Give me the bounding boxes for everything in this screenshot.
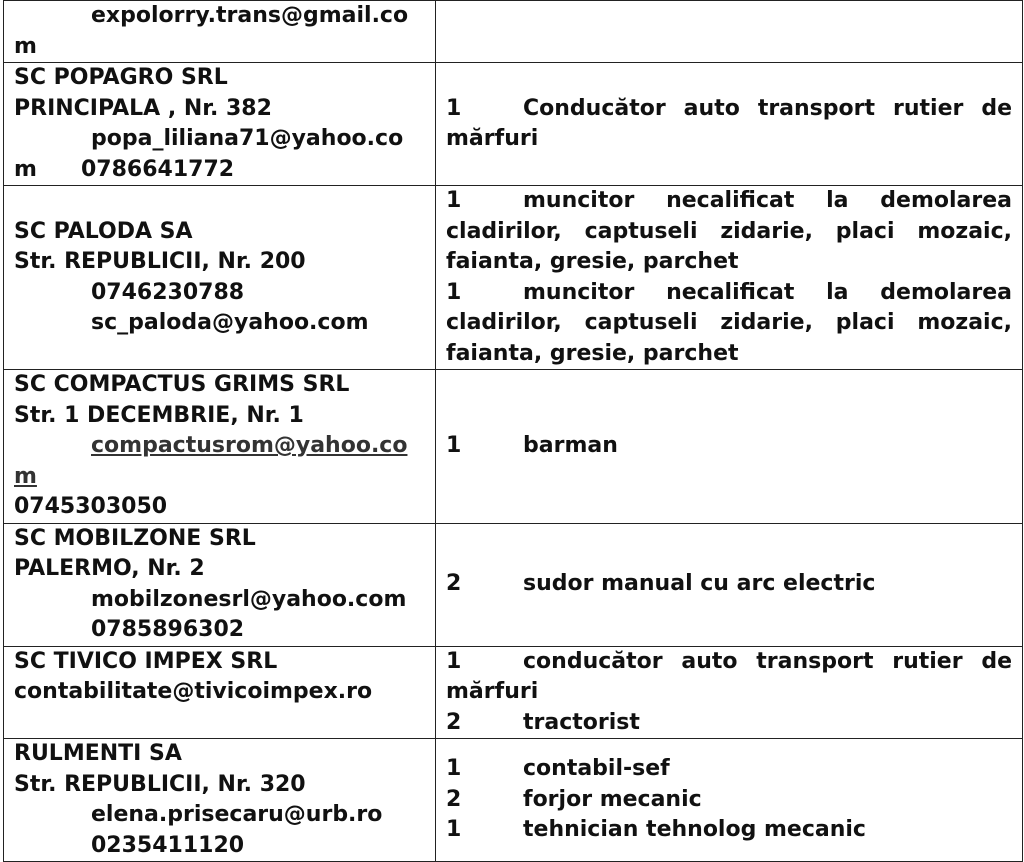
position-count: 1 [446,756,462,782]
table-row [4,523,1023,646]
positions-cell [436,186,1023,370]
positions-cell [436,370,1023,524]
employer-phone: 0746230788 [91,279,245,305]
position-count: 2 [446,571,462,597]
employer-email: elena.prisecaru@urb.ro [91,802,383,827]
positions-cell [436,523,1023,646]
employer-phone: 0785896302 [91,617,245,642]
employer-email: expolorry.trans@gmail.co [91,3,409,28]
position-title-cont: faianta, gresie, parchet [446,340,739,366]
position-title: forjor mecanic [523,786,702,812]
position-title: muncitor necalificat la demolarea [523,279,1012,305]
employer-job-table [3,0,1023,862]
position-count: 1 [446,279,462,305]
company-name: SC POPAGRO SRL [14,65,228,90]
position-count: 2 [446,786,462,812]
company-name: SC TIVICO IMPEX SRL [14,648,278,674]
position-title-cont: cladirilor, captuseli zidarie, placi mozaic, [446,218,1012,244]
employer-email: popa_liliana71@yahoo.co [91,126,404,151]
positions-cell [436,1,1023,63]
employer-phone: 0235411120 [91,832,245,858]
position-title: barman [523,433,618,458]
table-row [4,186,1023,370]
company-address: PALERMO, Nr. 2 [14,556,205,581]
position-title: muncitor necalificat la demolarea [523,188,1012,213]
employer-email: contabilitate@tivicoimpex.ro [14,679,373,704]
employer-email-cont: m [14,33,37,59]
positions-cell [436,739,1023,862]
position-item [446,708,1012,739]
table-row [4,739,1023,862]
company-name: SC COMPACTUS GRIMS SRL [14,372,350,397]
employer-cell [4,1,436,63]
employer-email-cont: m [14,156,37,182]
position-item [446,431,1012,462]
position-title: tehnician tehnolog mecanic [523,817,866,843]
position-title-cont: mărfuri [446,126,539,151]
position-count: 1 [446,648,462,674]
employer-cell [4,646,436,739]
position-title-cont: mărfuri [446,679,539,704]
position-count: 1 [446,95,462,121]
employer-cell [4,739,436,862]
employer-email: sc_paloda@yahoo.com [91,310,369,335]
position-item [446,186,1012,217]
position-item [446,785,1012,816]
company-address: PRINCIPALA , Nr. 382 [14,95,272,121]
company-name: SC PALODA SA [14,218,193,244]
employer-email-link-cont[interactable]: m [14,463,37,489]
position-title: conducător auto transport rutier de [523,648,1012,674]
position-item [446,278,1012,309]
position-title: sudor manual cu arc electric [523,571,876,597]
company-address: Str. REPUBLICII, Nr. 200 [14,249,306,274]
position-title: contabil-sef [523,756,670,782]
employer-cell [4,186,436,370]
position-count: 1 [446,817,462,843]
position-item [446,647,1012,678]
position-item [446,94,1012,125]
employer-email: mobilzonesrl@yahoo.com [91,586,407,612]
employer-email-link[interactable]: compactusrom@yahoo.co [91,433,408,458]
company-name: SC MOBILZONE SRL [14,525,256,551]
company-address: Str. REPUBLICII, Nr. 320 [14,771,306,797]
position-title-cont: cladirilor, captuseli zidarie, placi mozaic, [446,310,1012,335]
position-item [446,754,1012,785]
position-count: 1 [446,433,462,458]
employer-cell [4,523,436,646]
position-title: Conducător auto transport rutier de [523,95,1012,121]
table-row [4,646,1023,739]
employer-cell [4,370,436,524]
employer-phone: 0745303050 [14,494,168,519]
employer-phone: 0786641772 [81,156,235,182]
company-address: Str. 1 DECEMBRIE, Nr. 1 [14,402,304,428]
position-count: 2 [446,709,462,735]
position-title: tractorist [523,709,640,735]
positions-cell [436,63,1023,186]
position-item [446,815,1012,846]
table-row [4,1,1023,63]
table-row [4,370,1023,524]
position-count: 1 [446,188,462,213]
company-name: RULMENTI SA [14,741,182,766]
position-item [446,569,1012,600]
positions-cell [436,646,1023,739]
employer-cell [4,63,436,186]
table-row [4,63,1023,186]
position-title-cont: faianta, gresie, parchet [446,249,739,274]
